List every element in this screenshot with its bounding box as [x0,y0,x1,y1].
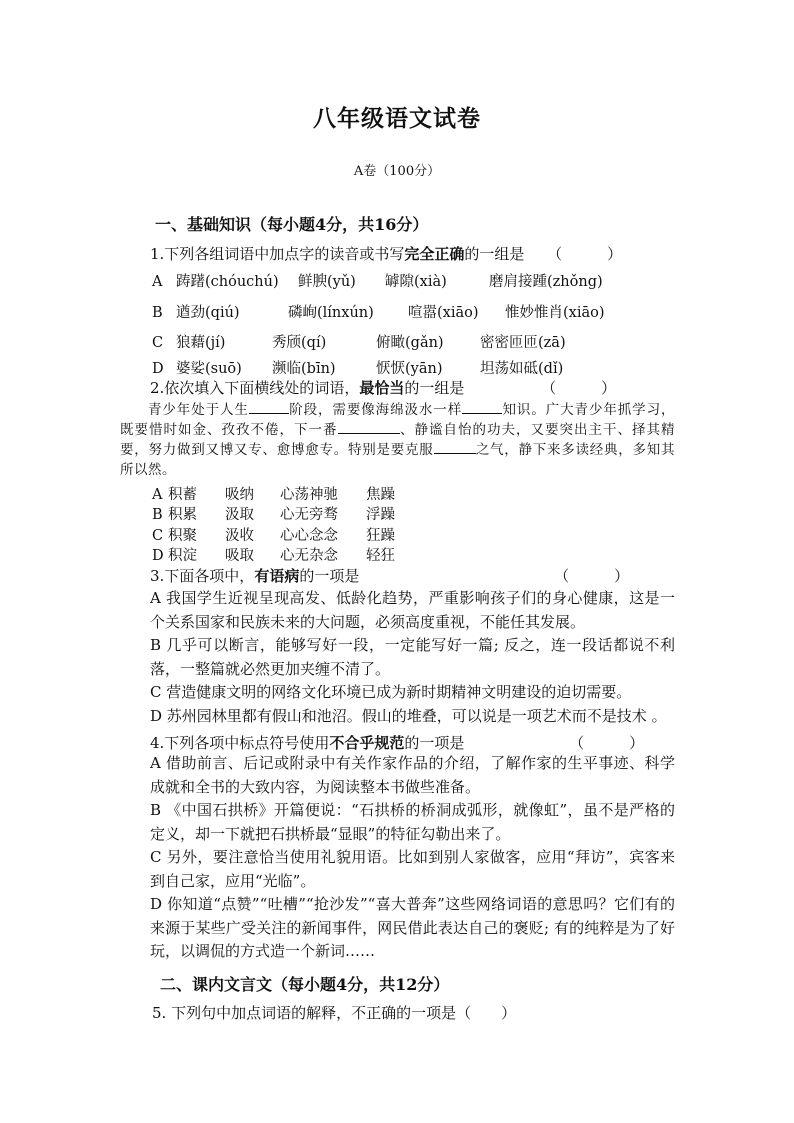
q3-option-a: A 我国学生近视呈现高发、低龄化趋势，严重影响孩子们的身心健康，这是一个关系国家和民族未来的大问题，必须高度重视，不能任其发展。 [150,589,675,631]
q2-option-d: D 积淀 吸取 心无杂念 轻狂 [152,548,395,564]
question-1-stem [150,243,622,264]
q2-answer-paren: （ ） [541,379,617,397]
q4-option-d: D 你知道“点赞”“吐槽”“抢沙发”“喜大普奔”这些网络词语的意思吗？它们有的来源于某些广受关注的新闻事件，网民借此表达自己的褒贬; 有的纯粹是为了好玩，以调侃的方式造一个新词…… [150,895,675,960]
q3-options [120,587,675,728]
q3-answer-paren: （ ） [554,567,630,585]
q1-option-b: B 遒劲(qiú) 磷峋(línxún) 喧嚣(xiāo) 惟妙惟肖(xiāo) [152,305,605,321]
q2-option-a: A 积蓄 吸纳 心荡神驰 焦躁 [152,487,395,503]
q1-stem-pre: 1.下列各组词语中加点字的读音或书写 [150,245,405,263]
section-heading-1: 一、基础知识（每小题4分，共16分） [155,215,429,234]
section-heading-2: 二、课内文言文（每小题4分，共12分） [160,975,450,994]
page-subtitle: A卷（100分） [353,164,441,179]
fill-blank-4 [434,441,476,454]
page-title: 八年级语文试卷 [313,105,481,132]
question-2-stem: 2.依次填入下面横线处的词语，最恰当的一组是 （ ） [150,379,617,397]
q3-option-c: C 营造健康文明的网络文化环境已成为新时期精神文明建设的迫切需要。 [150,683,632,701]
q2-option-b: B 积累 汲取 心无旁骛 浮躁 [152,507,395,523]
fill-blank-3 [338,421,400,434]
q2-option-c: C 积聚 汲收 心心念念 狂躁 [152,528,395,544]
q1-option-a: A 踌躇(chóuchú) 鲜腴(yǔ) 罅隙(xià) 磨肩接踵(zhǒng) [152,274,603,290]
q4-option-c: C 另外，要注意恰当使用礼貌用语。比如到别人家做客，应用“拜访”，宾客来到自己家，应用“光临”。 [150,848,675,890]
q1-stem-post: 的一组是 [464,245,525,263]
q1-option-c: C 狼藉(jí) 秀颀(qí) 俯瞰(gǎn) 密密匝匝(zā) [152,335,566,351]
question-5-stem: 5. 下列句中加点词语的解释，不正确的一项是（ ） [152,1004,517,1022]
question-3-stem: 3.下面各项中，有语病的一项是 （ ） [150,567,630,585]
q4-answer-paren: （ ） [569,734,645,752]
q2-passage: 青少年处于人生 阶段，需要像海绵汲水一样 知识。广大青少年抓学习，既要惜时如金、孜孜不倦，下一番 、静谧自怡的功夫，又要突出主干、择其精要，努力做到又博又专、愈博愈专。特别是要克服 之气，静下来多读经典，多知其所以然。 [120,402,675,478]
q4-option-b: B 《中国石拱桥》开篇便说：“石拱桥的桥洞成弧形，就像虹”，虽不是严格的定义，却一下就把石拱桥最“显眼”的特征勾勒出来了。 [150,801,675,843]
q4-option-a: A 借助前言、后记或附录中有关作家作品的介绍，了解作家的生平事迹、科学成就和全书的大致内容，为阅读整本书做些准备。 [150,754,675,796]
fill-blank-1 [249,401,289,414]
q1-stem-bold: 完全正确 [404,245,465,263]
q4-options [120,752,675,964]
q3-option-b: B 几乎可以断言，能够写好一段，一定能写好一篇; 反之，连一段话都说不利落，一整篇就必然更加夹缠不清了。 [150,636,675,678]
question-4-stem: 4.下列各项中标点符号使用不合乎规范的一项是 （ ） [150,734,645,752]
q1-option-d: D 婆娑(suō) 濒临(bīn) 恹恹(yān) 坦荡如砥(dǐ) [152,361,564,377]
q3-option-d: D 苏州园林里都有假山和池沼。假山的堆叠，可以说是一项艺术而不是技术 。 [150,706,667,725]
q1-answer-paren: （ ） [547,245,623,263]
fill-blank-2 [462,401,502,414]
